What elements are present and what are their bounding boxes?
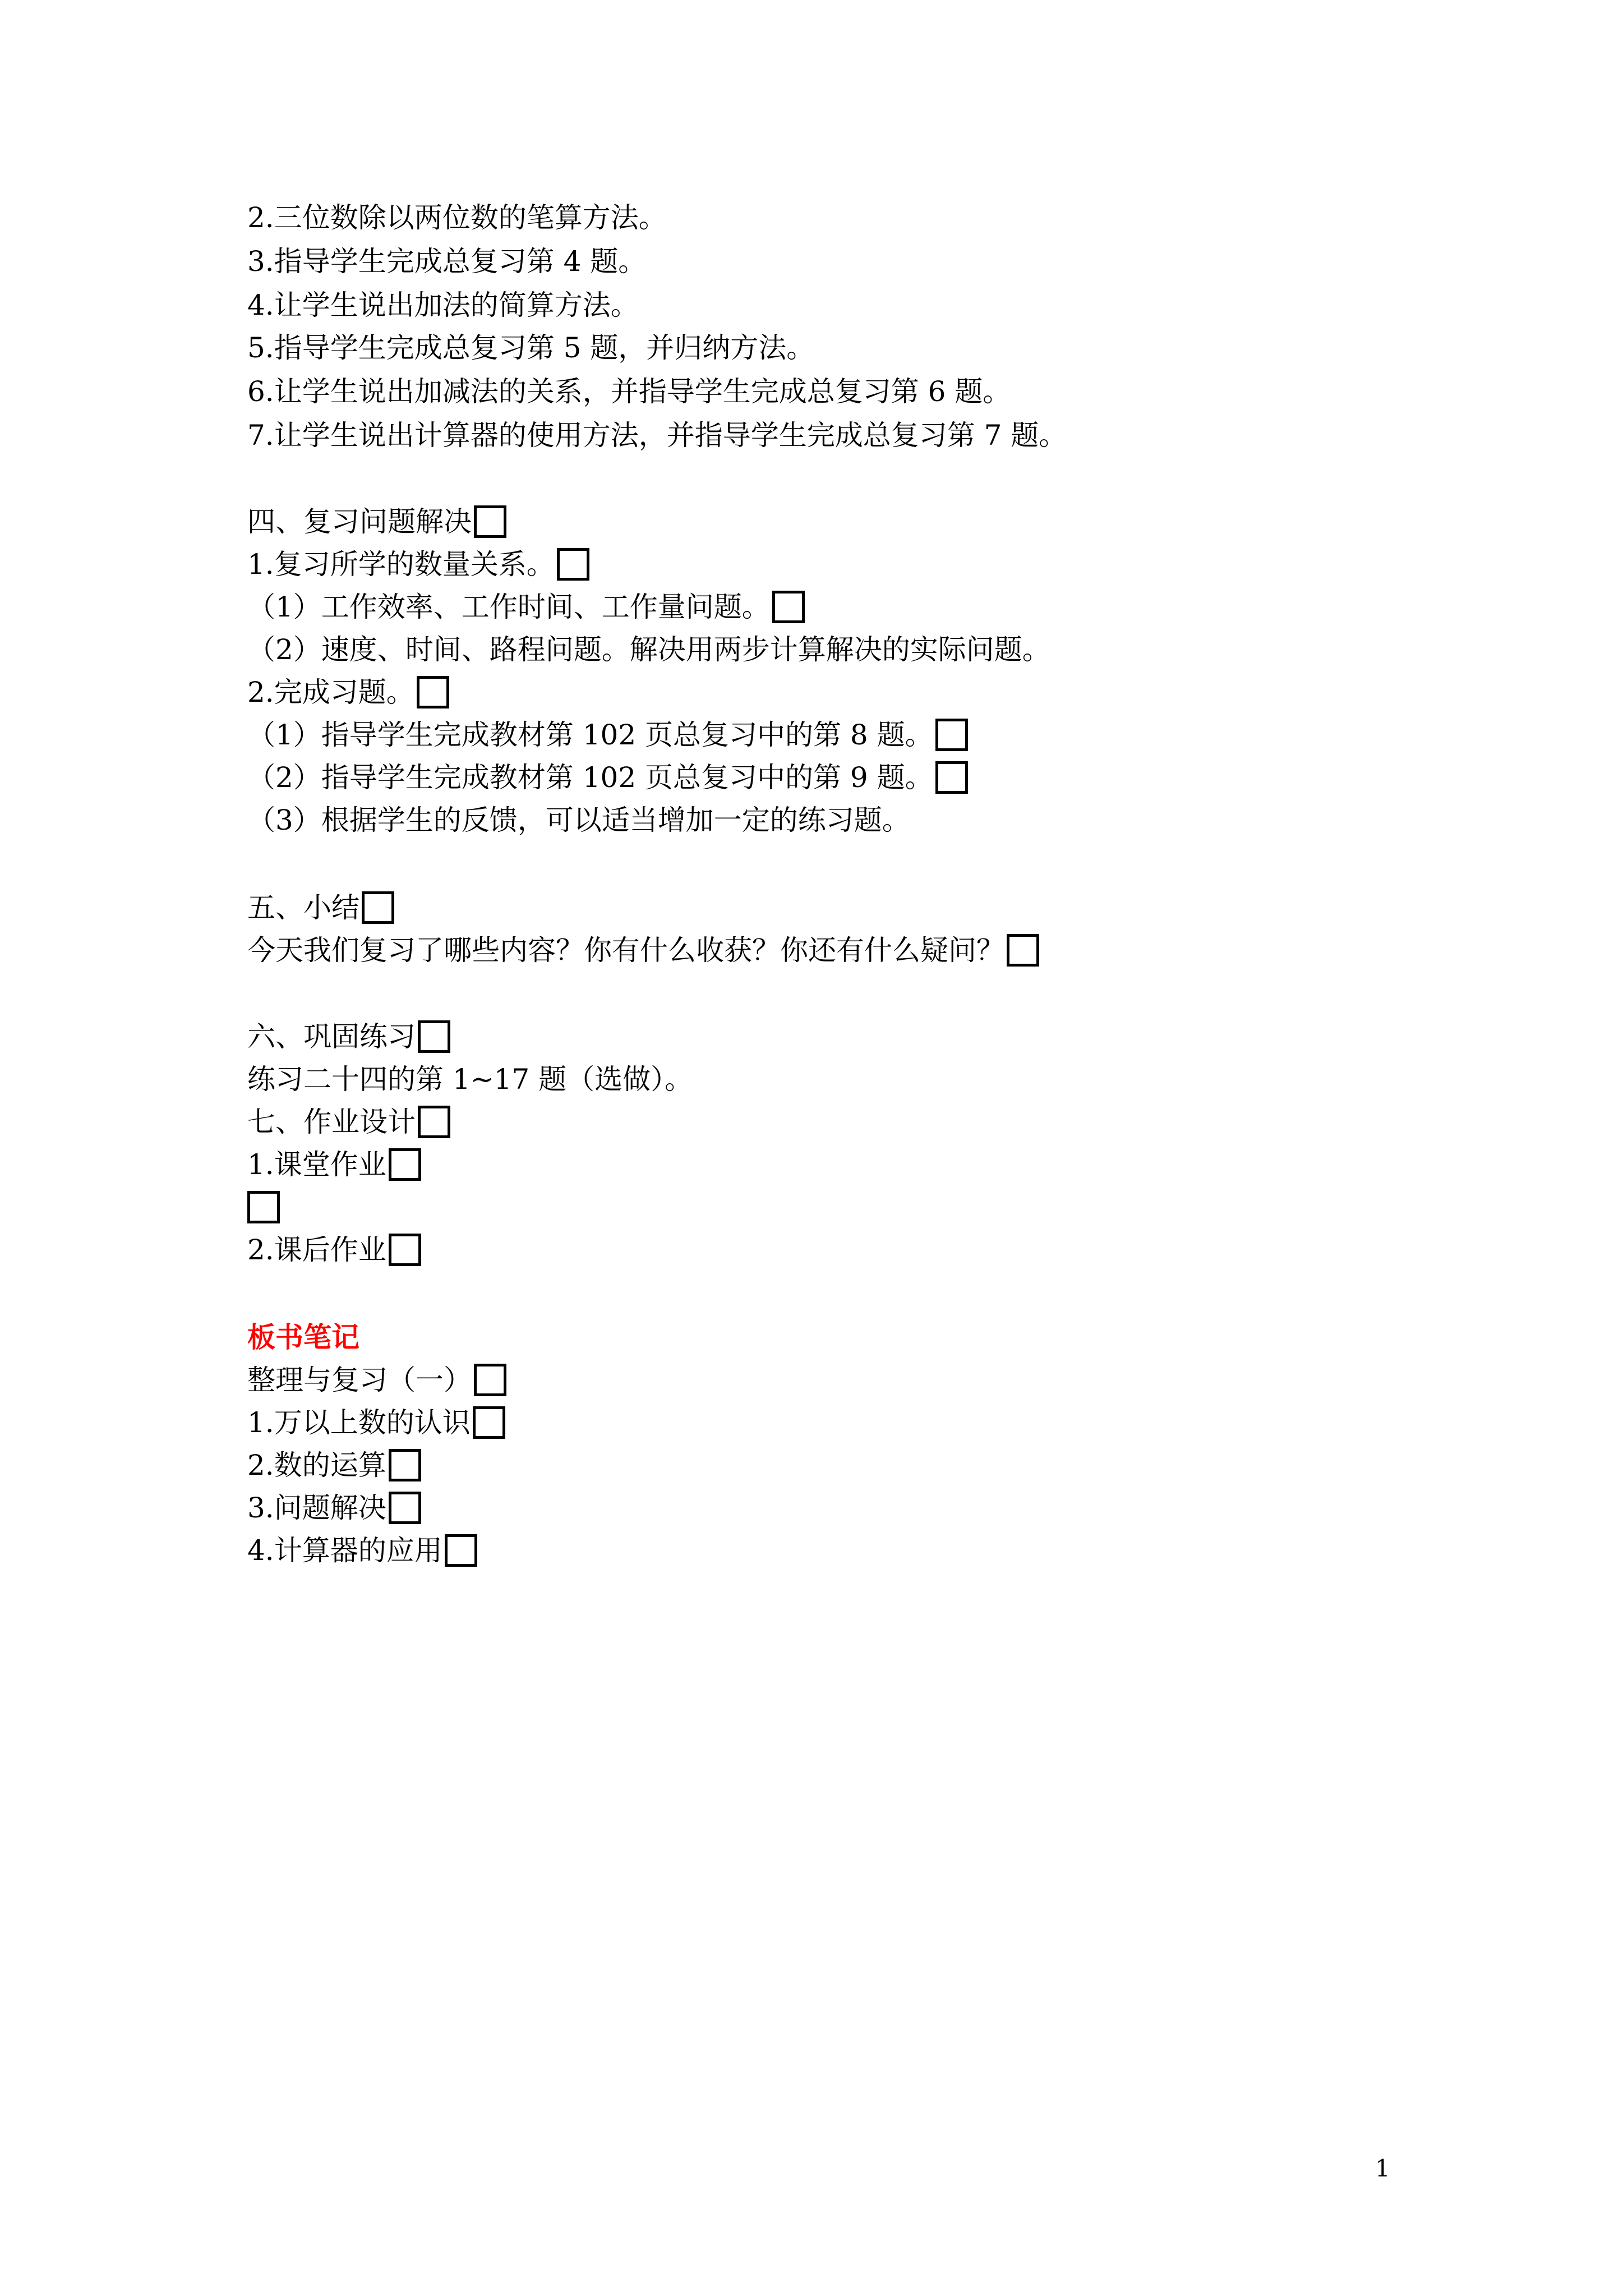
section5-title-text: 五、小结: [247, 891, 359, 924]
section4-item1-2: [247, 628, 1050, 671]
placeholder-box: [389, 1148, 421, 1181]
placeholder-box: [935, 761, 968, 794]
section4-item1-1-text: （1）工作效率、工作时间、工作量问题。: [247, 591, 770, 623]
placeholder-box: [418, 1020, 450, 1053]
placeholder-box: [389, 1492, 421, 1524]
section4-title: [247, 500, 506, 543]
placeholder-box: [772, 591, 805, 623]
review-step-text: 2.三位数除以两位数的笔算方法。: [247, 201, 667, 234]
board-item: [247, 1529, 477, 1572]
placeholder-box: [474, 505, 506, 538]
board-item: [247, 1401, 505, 1444]
section4-item2-2-text: （2）指导学生完成教材第 102 页总复习中的第 9 题。: [247, 761, 933, 794]
board-item: [247, 1487, 421, 1529]
section4-item2-1-text: （1）指导学生完成教材第 102 页总复习中的第 8 题。: [247, 719, 933, 751]
review-step-text: 3.指导学生完成总复习第 4 题。: [247, 245, 647, 278]
board-heading-text: 板书笔记: [247, 1320, 359, 1354]
section4-item1: [247, 543, 589, 586]
section5-text: [247, 929, 1039, 972]
section7-item2: [247, 1228, 421, 1271]
placeholder-box: [474, 1364, 506, 1396]
section7-title-text: 七、作业设计: [247, 1106, 416, 1138]
board-item-text: 2.数的运算: [247, 1449, 386, 1481]
section5-text-content: 今天我们复习了哪些内容？你有什么收获？你还有什么疑问？: [247, 934, 1004, 967]
review-step-text: 6.让学生说出加减法的关系，并指导学生完成总复习第 6 题。: [247, 375, 1011, 408]
placeholder-box: [418, 1106, 450, 1138]
placeholder-box: [935, 719, 968, 751]
section7-item2-text: 2.课后作业: [247, 1234, 386, 1266]
board-item: [247, 1444, 421, 1487]
review-step: [247, 370, 1011, 413]
review-step-text: 7.让学生说出计算器的使用方法，并指导学生完成总复习第 7 题。: [247, 419, 1067, 452]
board-item-text: 4.计算器的应用: [247, 1534, 442, 1567]
section4-item1-text: 1.复习所学的数量关系。: [247, 548, 555, 581]
page-number: 1: [1375, 2155, 1390, 2182]
section4-item2-2: [247, 756, 968, 799]
review-step-text: 4.让学生说出加法的简算方法。: [247, 289, 639, 321]
review-step: [247, 326, 814, 369]
placeholder-box: [557, 548, 589, 581]
section4-item2-3: [247, 799, 910, 841]
review-step: [247, 414, 1067, 457]
board-title: [247, 1359, 506, 1401]
placeholder-box: [473, 1406, 505, 1439]
review-step-text: 5.指导学生完成总复习第 5 题，并归纳方法。: [247, 332, 815, 364]
section7-item1: [247, 1143, 421, 1186]
review-step: [247, 284, 639, 326]
placeholder-box: [445, 1534, 477, 1567]
placeholder-box: [389, 1234, 421, 1266]
section4-item1-1: [247, 586, 805, 628]
section6-text-content: 练习二十四的第 1~17 题（选做）。: [247, 1063, 693, 1096]
section5-title: [247, 886, 394, 929]
review-step: [247, 240, 646, 283]
section4-item2: [247, 671, 449, 714]
section7-title: [247, 1101, 450, 1143]
placeholder-box: [362, 891, 394, 924]
placeholder-box: [247, 1191, 280, 1223]
section4-item2-3-text: （3）根据学生的反馈，可以适当增加一定的练习题。: [247, 804, 910, 836]
board-item-text: 1.万以上数的认识: [247, 1406, 471, 1439]
section6-text: [247, 1058, 693, 1101]
section7-empty-line: [247, 1186, 280, 1228]
section4-title-text: 四、复习问题解决: [247, 505, 472, 538]
section7-item1-text: 1.课堂作业: [247, 1148, 386, 1181]
section6-title: [247, 1015, 450, 1058]
section4-item2-1: [247, 714, 968, 756]
section4-item1-2-text: （2）速度、时间、路程问题。解决用两步计算解决的实际问题。: [247, 633, 1050, 666]
placeholder-box: [389, 1449, 421, 1481]
board-title-text: 整理与复习（一）: [247, 1364, 472, 1396]
section4-item2-text: 2.完成习题。: [247, 676, 414, 708]
review-step: [247, 196, 667, 239]
placeholder-box: [417, 676, 449, 708]
section6-title-text: 六、巩固练习: [247, 1020, 416, 1053]
placeholder-box: [1007, 934, 1039, 967]
board-heading: [247, 1316, 359, 1359]
board-item-text: 3.问题解决: [247, 1492, 386, 1524]
